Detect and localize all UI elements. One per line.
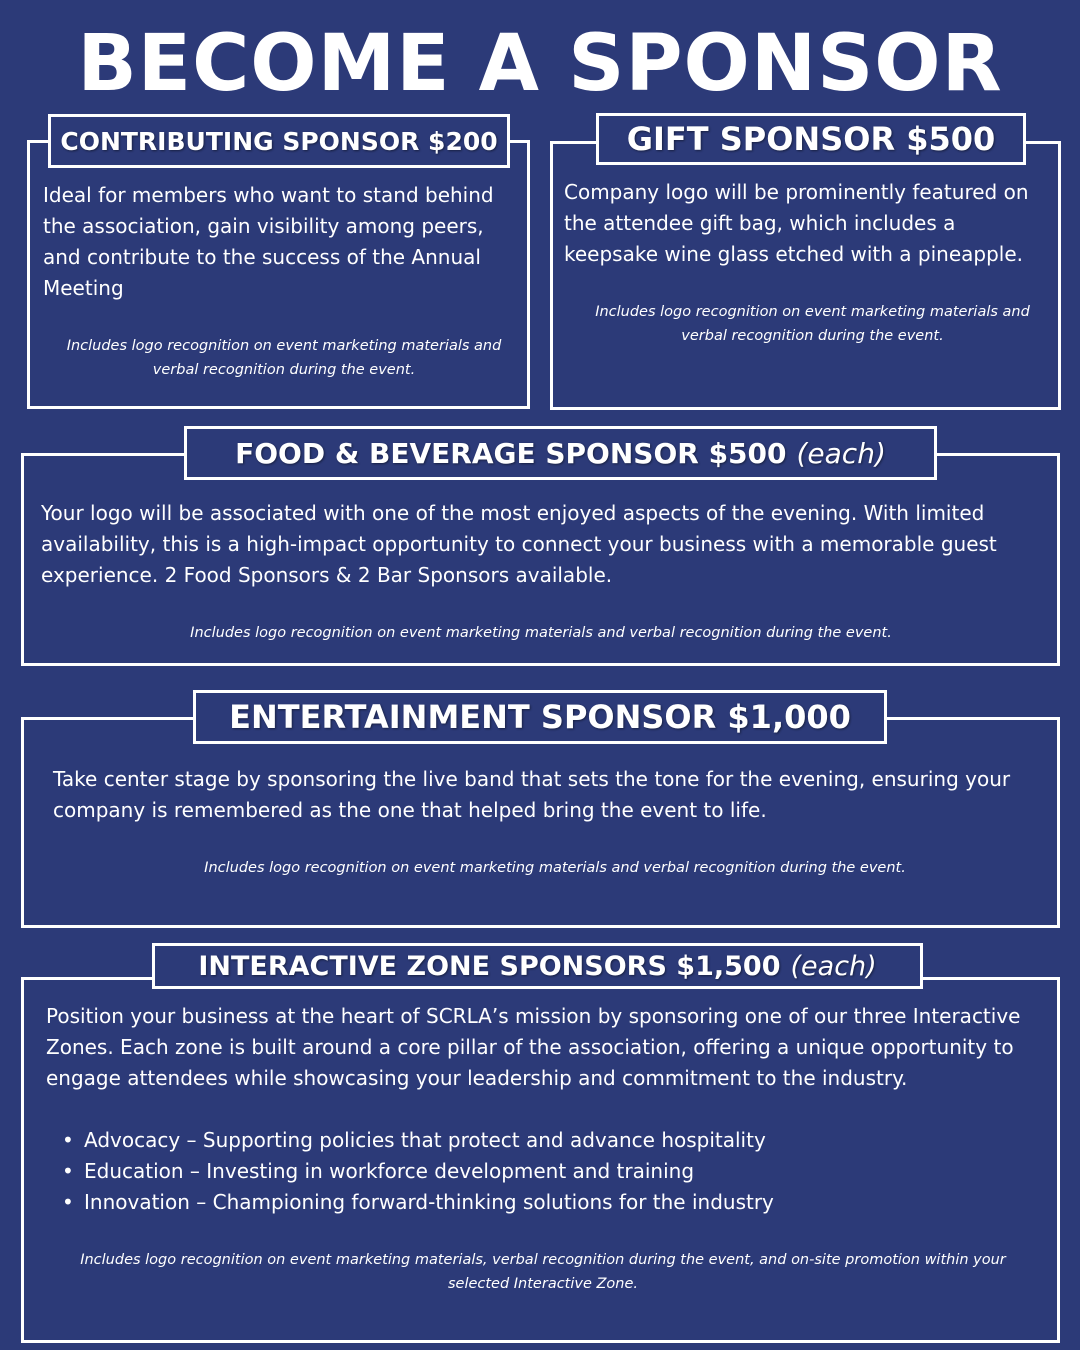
list-item: • Innovation – Championing forward-thinking solutions for the industry (46, 1187, 1026, 1218)
list-item: • Education – Investing in workforce development and training (46, 1156, 1026, 1187)
entertainment-sponsor-note: Includes logo recognition on event marketing materials and verbal recognition during the event. (204, 860, 906, 876)
food-beverage-sponsor-description: Your logo will be associated with one of the most enjoyed aspects of the evening. With limited availability, this is a high-impact opportunity to connect your business with a memorable guest experience. 2 Food Sponsors & 2 Bar Sponsors available. (41, 501, 997, 587)
food-beverage-each-label: (each) (796, 436, 886, 470)
contributing-sponsor-description: Ideal for members who want to stand behind the association, gain visibility among peers, and contribute to the success of the Annual Meeting (43, 183, 494, 300)
list-item: • Advocacy – Supporting policies that protect and advance hospitality (46, 1125, 1026, 1156)
interactive-zone-sponsor-heading (152, 943, 923, 989)
interactive-zone-sponsor-description: Position your business at the heart of SCRLA’s mission by sponsoring one of our three Interactive Zones. Each zone is built around a core pillar of the association, offering a unique opportunity to engage attendees while showcasing your leadership and commitment to the industry. (46, 1004, 1021, 1090)
food-beverage-sponsor-note: Includes logo recognition on event marketing materials and verbal recognition during the event. (190, 625, 892, 641)
interactive-zone-each-label: (each) (790, 950, 877, 982)
interactive-zone-sponsor-note: Includes logo recognition on event marketing materials, verbal recognition during the event, and on-site promotion within your selected Interactive Zone. (80, 1252, 1006, 1292)
contributing-sponsor-heading (48, 114, 510, 168)
gift-sponsor-note: Includes logo recognition on event marketing materials and verbal recognition during the event. (595, 304, 1030, 344)
contributing-sponsor-note: Includes logo recognition on event marketing materials and verbal recognition during the event. (66, 338, 502, 378)
page-title: BECOME A SPONSOR (77, 19, 1003, 109)
entertainment-sponsor-heading (193, 690, 887, 744)
food-beverage-sponsor-heading-text: FOOD & BEVERAGE SPONSOR $500 (235, 436, 787, 470)
entertainment-sponsor-description: Take center stage by sponsoring the live band that sets the tone for the evening, ensuring your company is remembered as the one that helped bring the event to life. (53, 767, 1011, 822)
gift-sponsor-heading-text: GIFT SPONSOR $500 (626, 120, 996, 158)
interactive-zone-list (46, 1125, 1026, 1218)
contributing-sponsor-heading-text: CONTRIBUTING SPONSOR $200 (60, 126, 498, 156)
entertainment-sponsor-heading-text: ENTERTAINMENT SPONSOR $1,000 (229, 698, 851, 736)
gift-sponsor-description: Company logo will be prominently featured on the attendee gift bag, which includes a keepsake wine glass etched with a pineapple. (564, 180, 1029, 266)
food-beverage-sponsor-heading (184, 426, 937, 480)
gift-sponsor-heading (596, 113, 1026, 165)
interactive-zone-sponsor-heading-text: INTERACTIVE ZONE SPONSORS $1,500 (198, 950, 781, 982)
